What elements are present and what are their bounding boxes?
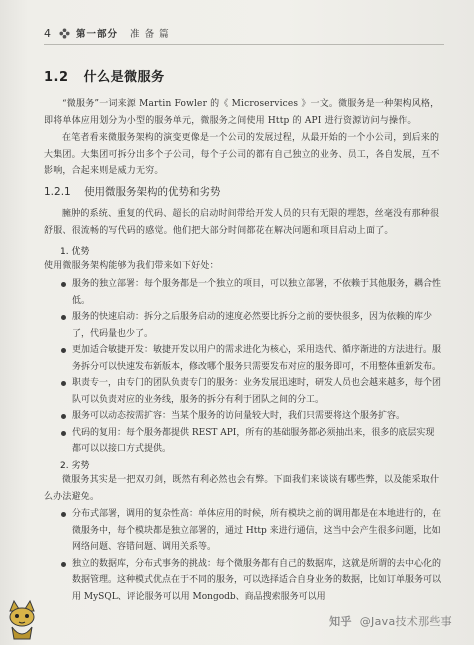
watermark xyxy=(329,613,452,629)
disadvantages-list xyxy=(60,506,442,605)
header-divider xyxy=(44,44,444,45)
section-number: 1.2 xyxy=(44,70,69,85)
part-number: 第一部分 xyxy=(76,29,119,40)
list-item: 服务的快速启动：拆分之后服务启动的速度必然要比拆分之前的要快很多，因为依赖的库少了，代码量也少了。 xyxy=(60,309,442,342)
tomcat-mascot-icon xyxy=(4,597,40,641)
subsection-heading xyxy=(44,184,221,199)
watermark-brand: 知乎 xyxy=(329,615,352,628)
intro-paragraph-1: “微服务”一词来源 Martin Fowler 的《 Microservices 》一文。微服务是一种架构风格，即将单体应用划分为小型的服务单元，微服务之间使用 Http 的 API 进行资源访问与操作。 xyxy=(44,99,440,126)
list-item: 职责专一，由专门的团队负责专门的服务：业务发展迅速时，研发人员也会越来越多，每个团队可以负责对应的业务线，服务的拆分有利于团队之间的分工。 xyxy=(60,375,442,408)
disadvantages-heading: 2. 劣势 xyxy=(60,461,90,471)
list-item: 服务的独立部署：每个服务都是一个独立的项目，可以独立部署，不依赖于其他服务，耦合性低。 xyxy=(60,276,442,309)
watermark-author: @Java技术那些事 xyxy=(359,615,452,628)
advantages-lead: 使用微服务架构能够为我们带来如下好处： xyxy=(44,261,219,271)
list-item: 分布式部署，调用的复杂性高：单体应用的时候，所有模块之前的调用都是在本地进行的，在微服务中，每个模块都是独立部署的，通过 Http 来进行通信，这当中会产生很多问题，比如网络问题、容错问题、调用关系等。 xyxy=(60,506,442,556)
subsection-title: 使用微服务架构的优势和劣势 xyxy=(84,186,221,198)
part-title: 准 备 篇 xyxy=(130,29,170,40)
page-number: 4 xyxy=(44,26,51,40)
list-item: 服务可以动态按需扩容：当某个服务的访问量较大时，我们只需要将这个服务扩容。 xyxy=(60,408,442,425)
advantages-heading: 1. 优势 xyxy=(60,247,90,257)
advantages-list xyxy=(60,276,442,458)
section-title: 什么是微服务 xyxy=(83,70,165,85)
subsection-intro: 臃肿的系统、重复的代码、超长的启动时间带给开发人员的只有无限的埋怨，丝毫没有那种很舒服、很流畅的写代码的感觉。他们把大部分时间都花在解决问题和项目启动上面了。 xyxy=(44,209,440,236)
section-heading xyxy=(44,66,165,85)
flower-ornament-icon xyxy=(59,28,70,39)
intro-paragraph-2: 在笔者看来微服务架构的演变更像是一个公司的发展过程，从最开始的一个小公司，到后来的大集团。大集团可拆分出多个子公司，每个子公司的都有自己独立的业务、员工，各自发展，互不影响，合起来则是威力无穷。 xyxy=(44,133,440,176)
list-item: 更加适合敏捷开发：敏捷开发以用户的需求进化为核心，采用迭代、循序渐进的方法进行。服务拆分可以快速发布新版本，修改哪个服务只需要发布对应的服务即可，不用整体重新发布。 xyxy=(60,342,442,375)
part-label xyxy=(76,26,170,40)
subsection-number: 1.2.1 xyxy=(44,186,71,198)
disadvantages-lead: 微服务其实是一把双刃剑，既然有利必然也会有弊。下面我们来谈谈有哪些弊，以及能采取什么办法避免。 xyxy=(44,475,440,502)
list-item: 独立的数据库，分布式事务的挑战：每个微服务都有自己的数据库，这就是所谓的去中心化的数据管理。这种模式优点在于不同的服务，可以选择适合自身业务的数据，比如订单服务可以用 MySQL、评论服务可以用 Mongodb、商品搜索服务可以用 xyxy=(60,556,442,606)
page-header xyxy=(44,24,444,42)
list-item: 代码的复用：每个服务都提供 REST API，所有的基础服务都必须抽出来，很多的底层实现都可以以接口方式提供。 xyxy=(60,425,442,458)
